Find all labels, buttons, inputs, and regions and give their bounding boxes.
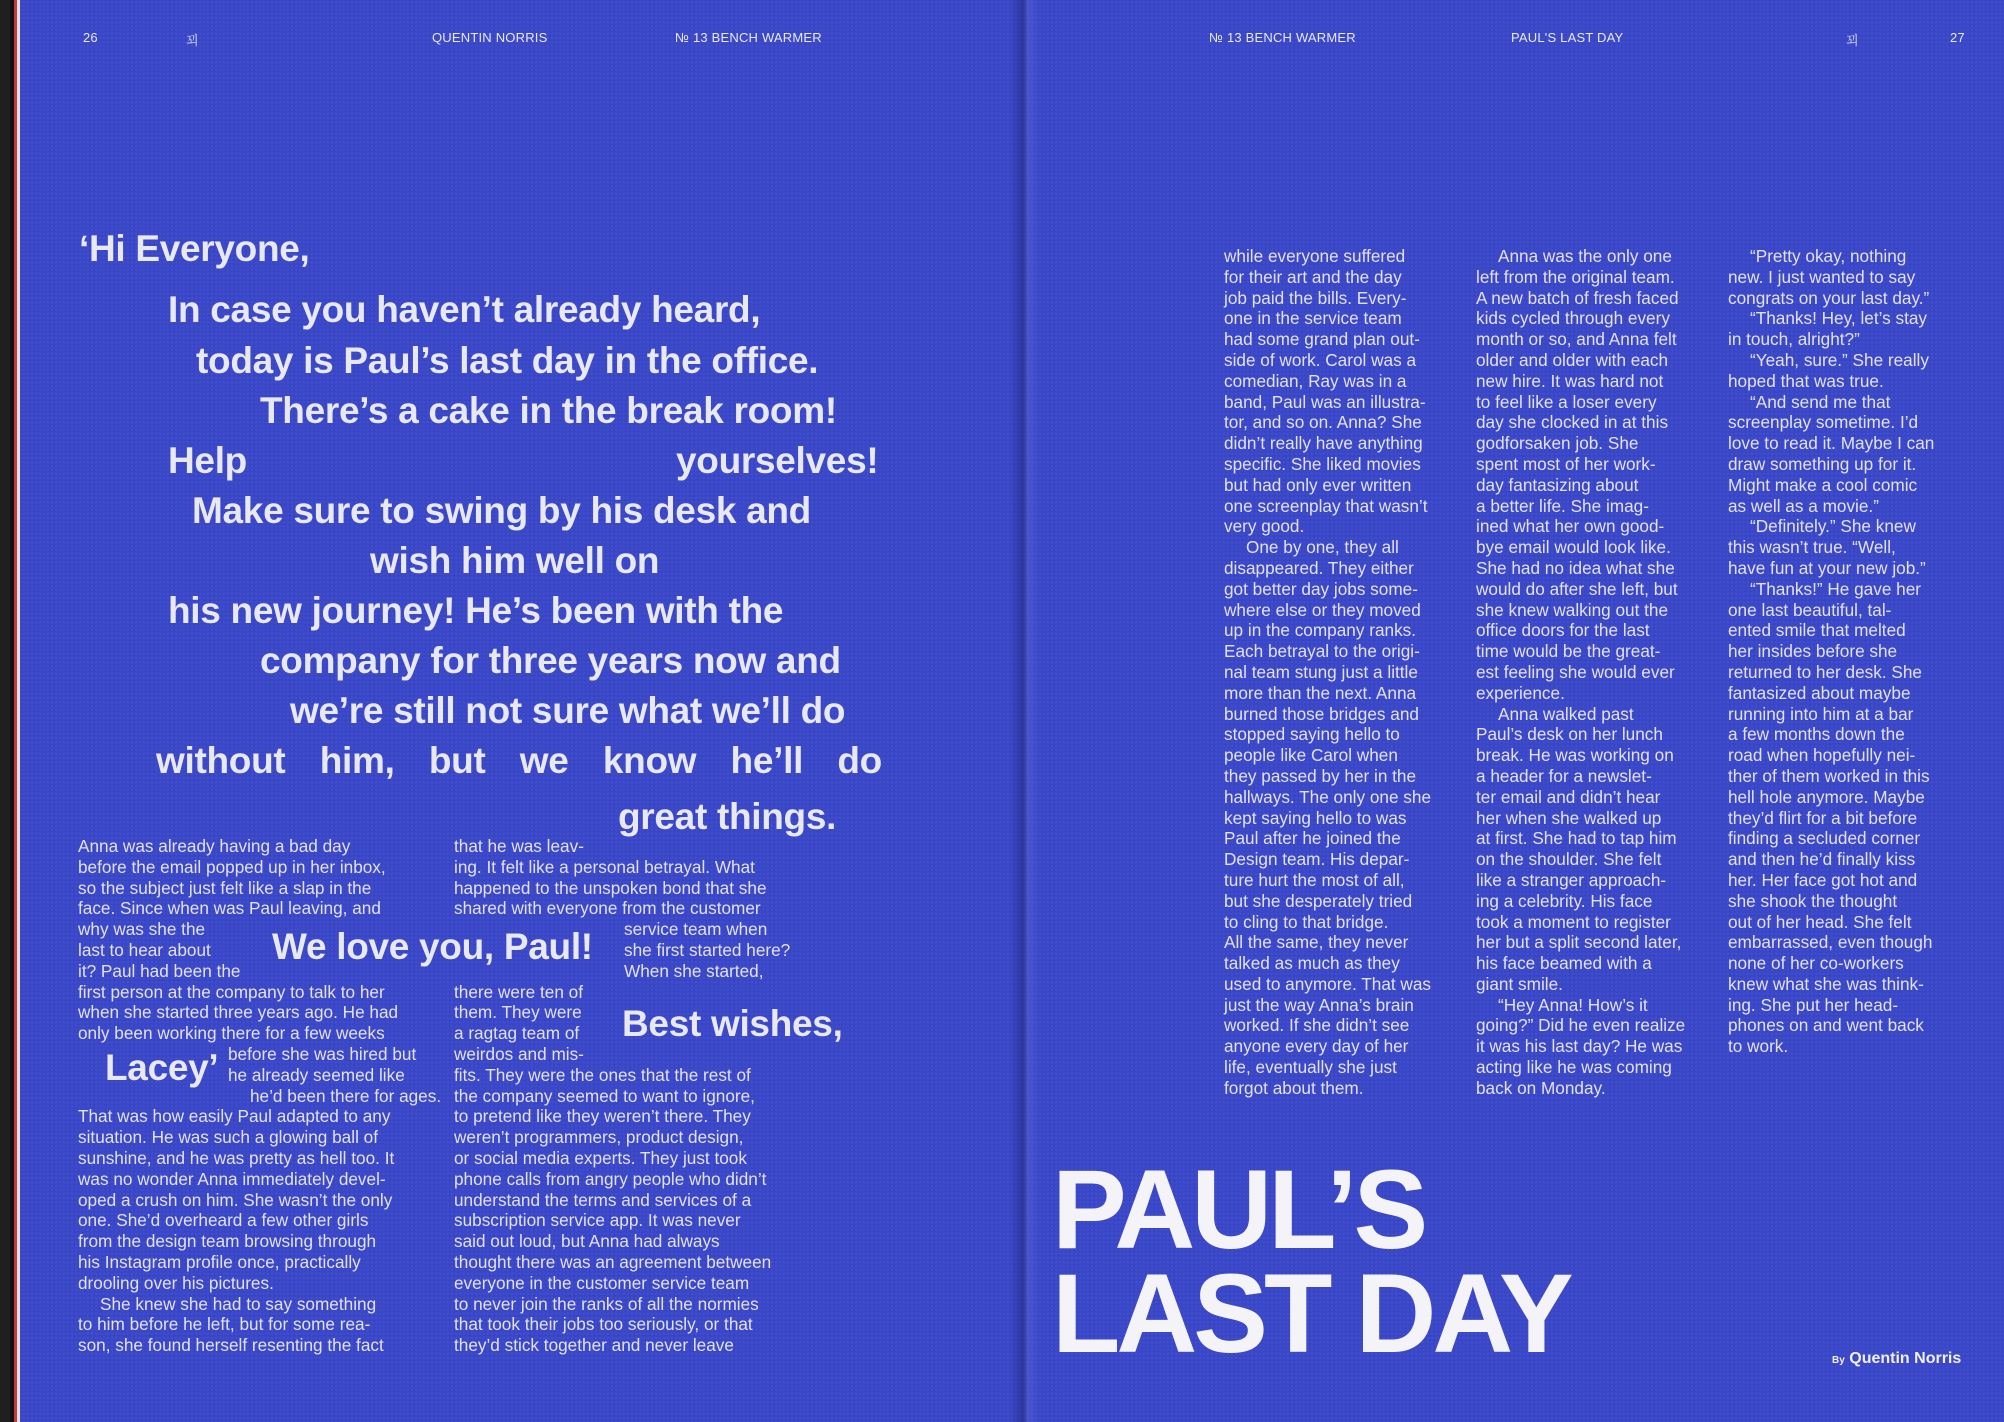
page-edge <box>10 0 20 1422</box>
body-text-line: them. They were <box>454 1002 582 1023</box>
body-text-line: new hire. It was hard not <box>1476 370 1664 391</box>
body-text-line: understand the terms and services of a <box>454 1189 752 1210</box>
email-best-wishes: Best wishes, <box>622 1003 843 1044</box>
body-text-line: out of her head. She felt <box>1728 911 1912 932</box>
body-text-line: got better day jobs some- <box>1224 578 1418 599</box>
body-text-line: the company seemed to want to ignore, <box>454 1085 755 1106</box>
body-text-line: but she desperately tried <box>1224 890 1413 911</box>
body-text-line: Anna was the only one <box>1498 246 1672 266</box>
body-text-line: said out loud, but Anna had always <box>454 1231 720 1252</box>
email-signoff: Lacey’ <box>105 1047 219 1088</box>
body-text-line: last to hear about <box>78 939 211 960</box>
body-text-line: to never join the ranks of all the normies <box>454 1293 759 1314</box>
body-text-line: back on Monday. <box>1476 1077 1606 1098</box>
email-greeting: ‘Hi Everyone, <box>79 228 310 269</box>
center-gutter <box>1010 0 1040 1422</box>
body-text-line: One by one, they all <box>1246 537 1399 558</box>
body-text-line: her when she walked up <box>1476 807 1662 828</box>
body-text-line: phone calls from angry people who didn’t <box>454 1168 767 1189</box>
email-line: yourselves! <box>676 440 879 481</box>
body-text-line: her but a split second later, <box>1476 932 1682 953</box>
body-text-line: it was his last day? He was <box>1476 1036 1683 1057</box>
body-column-2 <box>454 836 790 1356</box>
body-text-line: very good. <box>1224 516 1305 537</box>
body-text-line: one screenplay that wasn’t <box>1224 495 1428 516</box>
body-text-line: Each betrayal to the origi- <box>1224 641 1420 662</box>
right-page-number: 27 <box>1950 30 1965 45</box>
email-line: Make sure to swing by his desk and <box>192 490 811 531</box>
body-text-line: “Thanks! Hey, let’s stay <box>1750 308 1928 329</box>
body-text-line: “Pretty okay, nothing <box>1750 246 1907 266</box>
body-text-line: acting like he was coming <box>1476 1057 1672 1078</box>
body-text-line: as well as a movie.” <box>1728 495 1879 516</box>
body-text-line: ented smile that melted <box>1728 620 1906 641</box>
body-text-line: experience. <box>1476 682 1565 703</box>
body-text-line: “Definitely.” She knew <box>1750 516 1916 537</box>
body-text-line: hell hole anymore. Maybe <box>1728 786 1925 807</box>
body-text-line: for their art and the day <box>1224 266 1402 287</box>
body-text-line: to pretend like they weren’t there. They <box>454 1106 751 1127</box>
body-text-line: everyone in the customer service team <box>454 1272 750 1293</box>
body-text-line: worked. If she didn’t see <box>1224 1015 1410 1036</box>
email-line: his new journey! He’s been with the <box>168 590 784 631</box>
body-text-line: just the way Anna’s brain <box>1224 994 1414 1015</box>
email-love-line: We love you, Paul! <box>272 926 593 967</box>
email-line-justified <box>156 740 882 782</box>
body-text-line: would do after she left, but <box>1476 578 1678 599</box>
body-text-line: new. I just wanted to say <box>1728 266 1916 287</box>
headline-line-1: PAUL’S <box>1052 1147 1425 1272</box>
body-text-line: like a stranger approach- <box>1476 869 1667 890</box>
body-text-line: while everyone suffered <box>1224 246 1406 266</box>
byline-author: Quentin Norris <box>1849 1350 1962 1367</box>
email-word: he’ll <box>730 740 804 781</box>
body-text-line: a header for a newslet- <box>1476 765 1652 786</box>
body-text-line: road when hopefully nei- <box>1728 745 1916 766</box>
body-text-line: to feel like a loser every <box>1476 391 1657 412</box>
email-word: him, <box>319 740 395 781</box>
body-text-line: left from the original team. <box>1476 266 1675 287</box>
email-line: today is Paul’s last day in the office. <box>196 340 819 381</box>
body-text-line: so the subject just felt like a slap in the <box>78 877 372 898</box>
body-text-line: talked as much as they <box>1224 953 1400 974</box>
body-text-line: specific. She liked movies <box>1224 453 1421 474</box>
body-text-line: ing. It felt like a personal betrayal. What <box>454 856 755 877</box>
body-text-line: forgot about them. <box>1224 1077 1364 1098</box>
body-text-line: older and older with each <box>1476 349 1669 370</box>
email-word: without <box>156 740 286 781</box>
body-text-line: ter email and didn’t hear <box>1476 786 1661 807</box>
email-word: but <box>428 740 486 781</box>
body-text-line: her insides before she <box>1728 641 1898 662</box>
body-text-line: it? Paul had been the <box>78 960 241 981</box>
body-text-line: disappeared. They either <box>1224 557 1414 578</box>
body-text-line: people like Carol when <box>1224 745 1398 766</box>
body-text-line: phones on and went back <box>1728 1015 1924 1036</box>
email-word: do <box>837 740 882 781</box>
body-text-line: they passed by her in the <box>1224 765 1417 786</box>
body-text-line: anyone every day of her <box>1224 1036 1409 1057</box>
body-text-line: that he was leav- <box>454 836 584 856</box>
body-text-line: where else or they moved <box>1224 599 1421 620</box>
body-text-line: tor, and so on. Anna? She <box>1224 412 1422 433</box>
email-line: Help <box>168 440 247 481</box>
body-text-line: hallways. The only one she <box>1224 786 1432 807</box>
byline <box>1832 1350 1961 1368</box>
body-text-line: a better life. She imag- <box>1476 495 1649 516</box>
body-text-line: in touch, alright?” <box>1728 329 1860 350</box>
body-text-line: “Thanks!” He gave her <box>1750 578 1921 599</box>
body-text-line: stopped saying hello to <box>1224 724 1400 745</box>
body-text-line: knew what she was think- <box>1728 973 1924 994</box>
body-text-line: one last beautiful, tal- <box>1728 599 1892 620</box>
body-text-line: ing. She put her head- <box>1728 994 1899 1015</box>
body-text-line: break. He was working on <box>1476 745 1674 766</box>
body-text-line: son, she found herself resenting the fact <box>78 1335 384 1356</box>
email-line: wish him well on <box>370 540 660 581</box>
body-column-5 <box>1728 246 1934 1057</box>
email-word: know <box>602 740 697 781</box>
body-text-line: godforsaken job. She <box>1476 433 1639 454</box>
body-text-line: a few months down the <box>1728 724 1905 745</box>
body-text-line: there were ten of <box>454 981 583 1002</box>
email-word: we <box>519 740 569 781</box>
body-text-line: month or so, and Anna felt <box>1476 329 1677 350</box>
body-text-line: she knew walking out the <box>1476 599 1669 620</box>
body-text-line: fits. They were the ones that the rest of <box>454 1064 751 1085</box>
email-line: great things. <box>618 796 837 837</box>
body-text-line: ined what her own good- <box>1476 516 1665 537</box>
left-header-glyph: 꾀 <box>186 33 199 48</box>
body-text-line: job paid the bills. Every- <box>1224 287 1407 308</box>
magazine-spread <box>10 0 2004 1422</box>
body-text-line: day she clocked in at this <box>1476 412 1669 433</box>
body-text-line: happened to the unspoken bond that she <box>454 877 767 898</box>
body-text-line: kids cycled through every <box>1476 308 1670 329</box>
body-text-line: situation. He was such a glowing ball of <box>78 1127 378 1148</box>
body-text-line: sunshine, and he was pretty as hell too. It <box>78 1147 395 1168</box>
body-text-line: one in the service team <box>1224 308 1402 329</box>
body-text-line: to work. <box>1728 1036 1789 1057</box>
email-line: company for three years now and <box>260 640 841 681</box>
body-text-line: he already seemed like <box>228 1064 405 1085</box>
body-text-line: Might make a cool comic <box>1728 474 1918 495</box>
body-text-line: nal team stung just a little <box>1224 661 1418 682</box>
body-text-line: his Instagram profile once, practically <box>78 1251 361 1272</box>
body-text-line: or social media experts. They just took <box>454 1147 747 1168</box>
body-text-line: side of work. Carol was a <box>1224 349 1416 370</box>
body-text-line: band, Paul was an illustra- <box>1224 391 1426 412</box>
body-text-line: before she was hired but <box>228 1043 417 1064</box>
body-text-line: drooling over his pictures. <box>78 1272 274 1293</box>
body-text-line: going?” Did he even realize <box>1476 1015 1686 1036</box>
body-text-line: to him before he left, but for some rea- <box>78 1314 371 1335</box>
body-text-line: and then he’d finally kiss <box>1728 849 1916 870</box>
body-text-line: screenplay sometime. I’d <box>1728 412 1919 433</box>
body-text-line: she first started here? <box>624 939 791 960</box>
body-text-line: running into him at a bar <box>1728 703 1914 724</box>
right-header-issue: № 13 BENCH WARMER <box>1209 30 1356 45</box>
body-column-3 <box>1224 246 1431 1099</box>
right-header-glyph: 꾀 <box>1846 33 1859 48</box>
body-text-line: didn’t really have anything <box>1224 433 1423 454</box>
left-header-author: QUENTIN NORRIS <box>432 30 548 45</box>
left-header-issue: № 13 BENCH WARMER <box>675 30 822 45</box>
body-text-line: est feeling she would ever <box>1476 661 1675 682</box>
body-text-line: service team when <box>624 919 768 940</box>
body-text-line: on the shoulder. She felt <box>1476 849 1662 870</box>
body-text-line: that took their jobs too seriously, or that <box>454 1314 753 1335</box>
body-text-line: She knew she had to say something <box>100 1293 377 1314</box>
body-text-line: comedian, Ray was in a <box>1224 370 1407 391</box>
body-text-line: giant smile. <box>1476 973 1563 994</box>
body-text-line: he’d been there for ages. <box>250 1085 442 1106</box>
body-text-line: weirdos and mis- <box>454 1043 584 1064</box>
body-text-line: ing a celebrity. His face <box>1476 890 1653 911</box>
body-text-line: She had no idea what she <box>1476 557 1675 578</box>
body-text-line: from the design team browsing through <box>78 1231 377 1252</box>
body-text-line: day fantasizing about <box>1476 474 1639 495</box>
email-line: In case you haven’t already heard, <box>168 289 761 330</box>
body-text-line: bye email would look like. <box>1476 537 1671 558</box>
body-text-line: love to read it. Maybe I can <box>1728 433 1935 454</box>
body-text-line: Paul’s desk on her lunch <box>1476 724 1663 745</box>
body-text-line: Design team. His depar- <box>1224 849 1410 870</box>
body-text-line: fantasized about maybe <box>1728 682 1911 703</box>
body-text-line: his face beamed with a <box>1476 953 1652 974</box>
body-text-line: time would be the great- <box>1476 641 1661 662</box>
body-text-line: weren’t programmers, product design, <box>454 1127 744 1148</box>
left-page-number: 26 <box>83 30 98 45</box>
body-text-line: a ragtag team of <box>454 1023 580 1044</box>
body-text-line: subscription service app. It was never <box>454 1210 741 1231</box>
body-column-1 <box>78 836 441 1356</box>
body-text-line: none of her co-workers <box>1728 953 1904 974</box>
body-text-line: All the same, they never <box>1224 932 1409 953</box>
body-text-line: returned to her desk. She <box>1728 661 1922 682</box>
body-text-line: they’d stick together and never leave <box>454 1335 734 1356</box>
body-text-line: used to anymore. That was <box>1224 973 1431 994</box>
body-text-line: congrats on your last day.” <box>1728 287 1930 308</box>
body-text-line: up in the company ranks. <box>1224 620 1417 641</box>
body-text-line: first person at the company to talk to her <box>78 981 385 1002</box>
body-text-line: A new batch of fresh faced <box>1476 287 1679 308</box>
body-text-line: “And send me that <box>1750 391 1891 412</box>
body-text-line: her. Her face got hot and <box>1728 869 1918 890</box>
body-text-line: this wasn’t true. “Well, <box>1728 537 1896 558</box>
body-text-line: have fun at your new job.” <box>1728 557 1926 578</box>
body-text-line: more than the next. Anna <box>1224 682 1417 703</box>
headline-line-2: LAST DAY <box>1052 1251 1570 1376</box>
body-text-line: hoped that was true. <box>1728 370 1884 391</box>
body-text-line: Anna was already having a bad day <box>78 836 351 856</box>
body-text-line: was no wonder Anna immediately devel- <box>78 1168 386 1189</box>
body-text-line: when she started three years ago. He had <box>78 1002 399 1023</box>
body-text-line: she shook the thought <box>1728 890 1898 911</box>
body-text-line: they’d flirt for a bit before <box>1728 807 1918 828</box>
body-text-line: life, eventually she just <box>1224 1057 1397 1078</box>
body-text-line: ther of them worked in this <box>1728 765 1930 786</box>
body-column-4 <box>1476 246 1685 1099</box>
body-text-line: took a moment to register <box>1476 911 1671 932</box>
body-text-line: but had only ever written <box>1224 474 1412 495</box>
body-text-line: spent most of her work- <box>1476 453 1656 474</box>
body-text-line: draw something up for it. <box>1728 453 1917 474</box>
body-text-line: one. She’d overheard a few other girls <box>78 1210 369 1231</box>
body-text-line: burned those bridges and <box>1224 703 1419 724</box>
right-header-title: PAUL'S LAST DAY <box>1511 30 1624 45</box>
body-text-line: why was she the <box>78 919 206 940</box>
body-text-line: kept saying hello to was <box>1224 807 1407 828</box>
body-text-line: thought there was an agreement between <box>454 1251 772 1272</box>
body-text-line: Anna walked past <box>1498 703 1634 724</box>
body-text-line: embarrassed, even though <box>1728 932 1933 953</box>
body-text-line: office doors for the last <box>1476 620 1650 641</box>
body-text-line: shared with everyone from the customer <box>454 898 761 919</box>
body-text-line: “Yeah, sure.” She really <box>1750 349 1929 370</box>
body-text-line: When she started, <box>624 960 764 981</box>
byline-prefix: By <box>1832 1355 1845 1366</box>
body-text-line: before the email popped up in her inbox, <box>78 856 386 877</box>
body-text-line: oped a crush on him. She wasn’t the only <box>78 1189 393 1210</box>
body-text-line: at first. She had to tap him <box>1476 828 1677 849</box>
body-text-line: ture hurt the most of all, <box>1224 869 1405 890</box>
body-text-line: Paul after he joined the <box>1224 828 1401 849</box>
body-text-line: only been working there for a few weeks <box>78 1023 385 1044</box>
body-text-line: That was how easily Paul adapted to any <box>78 1106 391 1127</box>
email-line: we’re still not sure what we’ll do <box>290 690 846 731</box>
body-text-line: finding a secluded corner <box>1728 828 1921 849</box>
body-text-line: face. Since when was Paul leaving, and <box>78 898 381 919</box>
body-text-line: “Hey Anna! How’s it <box>1498 994 1648 1015</box>
email-line: There’s a cake in the break room! <box>260 390 837 431</box>
body-text-line: to cling to that bridge. <box>1224 911 1389 932</box>
body-text-line: had some grand plan out- <box>1224 329 1420 350</box>
